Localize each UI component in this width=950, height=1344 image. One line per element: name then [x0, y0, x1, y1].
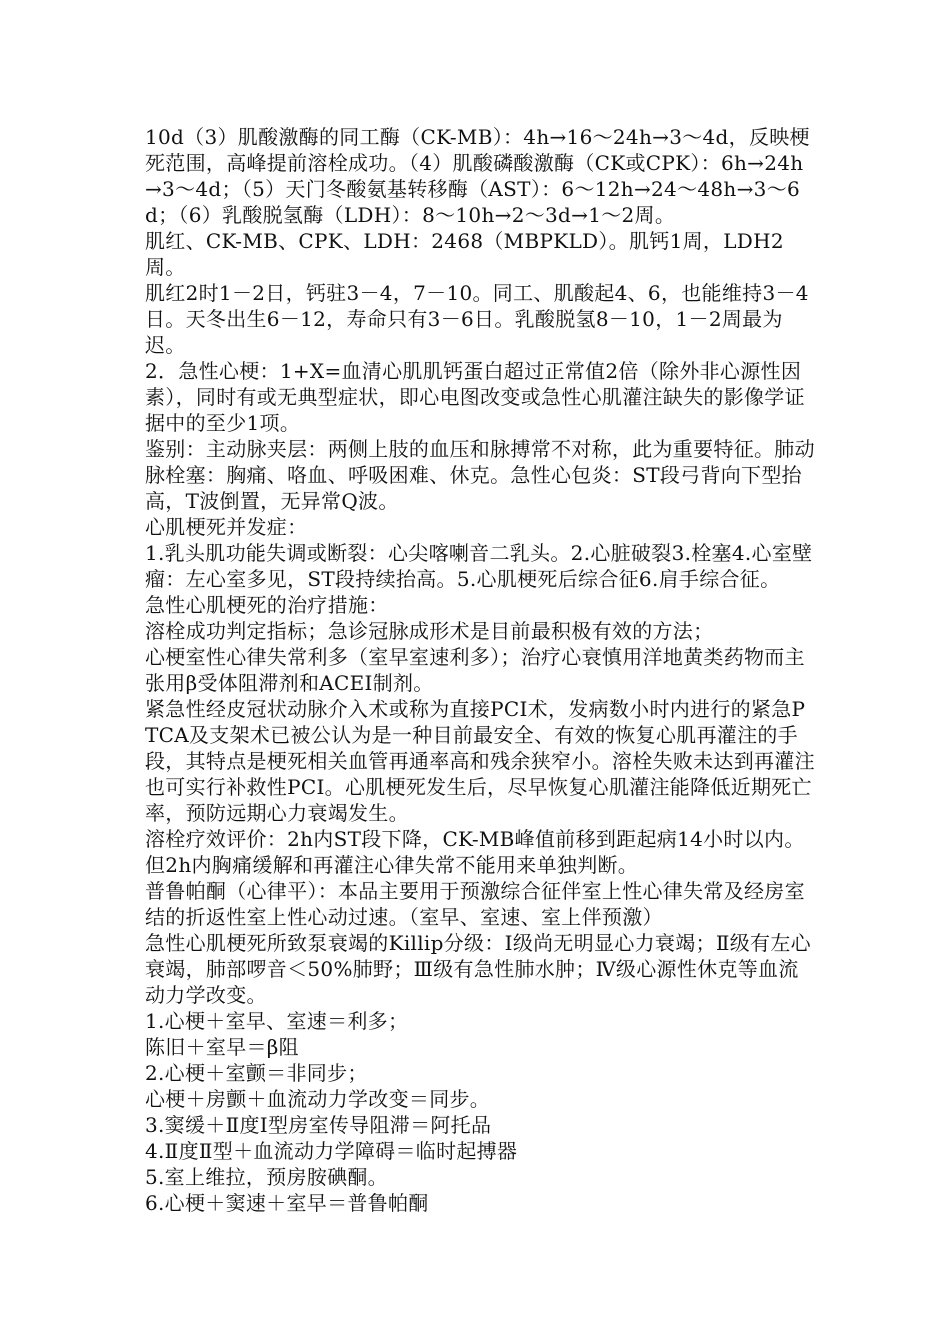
paragraph-acute-mi-definition: 2．急性心梗：1+X=血清心肌肌钙蛋白超过正常值2倍（除外非心源性因素），同时有或无典型症状，即心电图改变或急性心肌灌注缺失的影像学证据中的至少1项。 [145, 359, 805, 435]
heading-treatment: 急性心肌梗死的治疗措施： [145, 593, 389, 617]
list-item-2b: 心梗＋房颤＋血流动力学改变＝同步。 [145, 1087, 491, 1111]
list-item-1b: 陈旧＋室早＝β阻 [145, 1035, 299, 1059]
paragraph-mnemonic-timeline: 肌红2时1－2日，钙驻3－4，7－10。同工、肌酸起4、6，也能维持3－4日。天冬出生6－12，寿命只有3－6日。乳酸脱氢8－10，1－2周最为迟。 [145, 281, 809, 357]
list-item-1a: 1.心梗＋室早、室速＝利多； [145, 1009, 409, 1033]
document-body [145, 124, 815, 1216]
list-item-4: 4.Ⅱ度Ⅱ型＋血流动力学障碍＝临时起搏器 [145, 1139, 518, 1163]
paragraph-pci: 紧急性经皮冠状动脉介入术或称为直接PCI术，发病数小时内进行的紧急PTCA及支架术已被公认为是一种目前最安全、有效的恢复心肌再灌注的手段，其特点是梗死相关血管再通率高和残余狭窄小。溶栓失败未达到再灌注也可实行补救性PCI。心肌梗死发生后，尽早恢复心肌灌注能降低近期死亡率，预防远期心力衰竭发生。 [145, 697, 815, 825]
paragraph-thrombolysis-evaluation: 溶栓疗效评价：2h内ST段下降，CK-MB峰值前移到距起病14小时以内。但2h内胸痛缓解和再灌注心律失常不能用来单独判断。 [145, 827, 805, 877]
paragraph-arrhythmia: 心梗室性心律失常利多（室早室速利多）；治疗心衰慎用洋地黄类药物而主张用β受体阻滞剂和ACEI制剂。 [145, 645, 805, 695]
paragraph-thrombolysis: 溶栓成功判定指标；急诊冠脉成形术是目前最积极有效的方法； [145, 619, 714, 643]
list-item-6: 6.心梗＋窦速＋室早＝普鲁帕酮 [145, 1191, 429, 1215]
paragraph-enzymes: 10d（3）肌酸激酶的同工酶（CK-MB）：4h→16～24h→3～4d，反映梗死范围，高峰提前溶栓成功。（4）肌酸磷酸激酶（CK或CPK）：6h→24h→3～4d；（5）天门冬酸氨基转移酶（AST）：6～12h→24～48h→3～6d；（6）乳酸脱氢酶（LDH）：8～10h→2～3d→1～2周。 [145, 125, 810, 227]
list-item-3: 3.窦缓＋Ⅱ度Ⅰ型房室传导阻滞＝阿托品 [145, 1113, 492, 1137]
list-item-2a: 2.心梗＋室颤＝非同步； [145, 1061, 368, 1085]
paragraph-propafenone: 普鲁帕酮（心律平）：本品主要用于预激综合征伴室上性心律失常及经房室结的折返性室上性心动过速。（室早、室速、室上伴预激） [145, 879, 805, 929]
heading-complications: 心肌梗死并发症： [145, 515, 308, 539]
paragraph-differential: 鉴别：主动脉夹层：两侧上肢的血压和脉搏常不对称，此为重要特征。肺动脉栓塞：胸痛、咯血、呼吸困难、休克。急性心包炎：ST段弓背向下型抬高，T波倒置，无异常Q波。 [145, 437, 815, 513]
paragraph-complications: 1.乳头肌功能失调或断裂：心尖喀喇音二乳头。2.心脏破裂3.栓塞4.心室壁瘤：左心室多见，ST段持续抬高。5.心肌梗死后综合征6.肩手综合征。 [145, 541, 813, 591]
list-item-5: 5.室上维拉，预房胺碘酮。 [145, 1165, 388, 1189]
paragraph-mnemonic-2468: 肌红、CK-MB、CPK、LDH：2468（MBPKLD）。肌钙1周，LDH2周。 [145, 229, 784, 279]
paragraph-killip: 急性心肌梗死所致泵衰竭的Killip分级：Ⅰ级尚无明显心力衰竭；Ⅱ级有左心衰竭，肺部啰音＜50%肺野；Ⅲ级有急性肺水肿；Ⅳ级心源性休克等血流动力学改变。 [145, 931, 811, 1007]
